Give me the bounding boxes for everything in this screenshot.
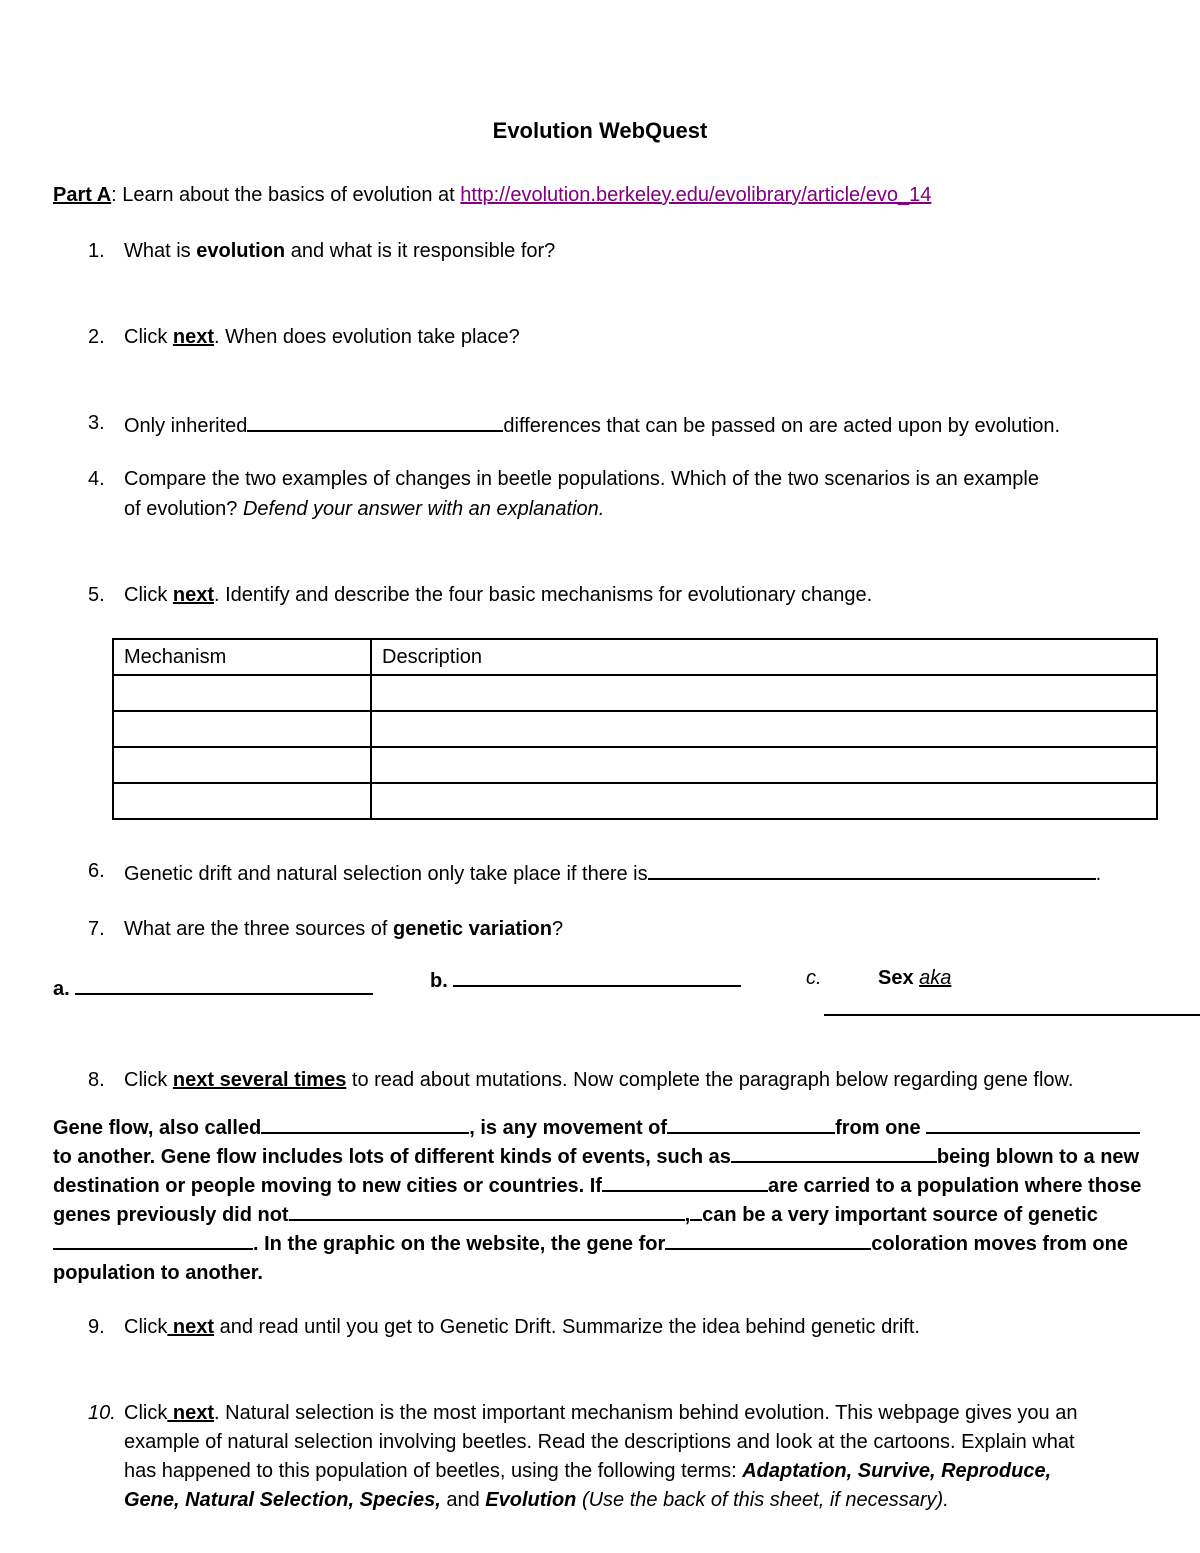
blank[interactable] <box>53 1230 253 1250</box>
page-title: Evolution WebQuest <box>492 118 708 143</box>
blank[interactable] <box>289 1201 685 1221</box>
table-cell[interactable] <box>113 747 371 783</box>
table-row <box>113 711 1157 747</box>
q6-text: Genetic drift and natural selection only take place if there is . <box>124 860 1101 886</box>
blank[interactable] <box>926 1114 1140 1134</box>
table-cell[interactable] <box>371 711 1157 747</box>
blank[interactable] <box>667 1114 835 1134</box>
q6-number: 6. <box>88 860 105 882</box>
q5-text: Click next. Identify and describe the four basic mechanisms for evolutionary change. <box>124 584 873 606</box>
q8-number: 8. <box>88 1069 105 1091</box>
q10-line1: Click next. Natural selection is the most important mechanism behind evolution. This webpage gives you an <box>124 1402 1078 1424</box>
q3-blank[interactable] <box>247 412 503 432</box>
source-c-label: c. <box>806 967 822 989</box>
source-c: Sex aka <box>878 967 952 989</box>
part-a-text: : Learn about the basics of evolution at <box>111 184 461 206</box>
source-c-blank[interactable] <box>824 1014 1200 1016</box>
q9-text: Click next and read until you get to Genetic Drift. Summarize the idea behind genetic drift. <box>124 1316 920 1338</box>
next-link: next several times <box>172 1069 347 1091</box>
q2-text: Click next. When does evolution take place? <box>124 326 520 348</box>
table-cell[interactable] <box>371 783 1157 819</box>
q7-number: 7. <box>88 918 105 940</box>
q3-text: Only inherited differences that can be passed on are acted upon by evolution. <box>124 412 1060 438</box>
table-cell[interactable] <box>113 711 371 747</box>
table-row <box>113 783 1157 819</box>
q4-line1: Compare the two examples of changes in beetle populations. Which of the two scenarios is an example <box>124 468 1039 490</box>
table-row <box>113 675 1157 711</box>
blank[interactable] <box>261 1114 469 1134</box>
source-b-blank[interactable] <box>453 967 741 987</box>
mechanism-table <box>112 638 1158 820</box>
source-b: b. <box>430 967 741 993</box>
q8-text: Click next several times to read about mutations. Now complete the paragraph below regarding gene flow. <box>124 1069 1074 1091</box>
header-description: Description <box>371 639 1157 675</box>
table-cell[interactable] <box>371 747 1157 783</box>
q10-line3: has happened to this population of beetles, using the following terms: Adaptation, Survive, Reproduce, <box>124 1460 1052 1482</box>
table-cell[interactable] <box>113 783 371 819</box>
next-link: next <box>167 1402 215 1424</box>
q7-text: What are the three sources of genetic variation? <box>124 918 564 940</box>
q1-number: 1. <box>88 240 105 262</box>
q9-number: 9. <box>88 1316 105 1338</box>
part-a-label: Part A <box>53 184 112 206</box>
source-a: a. <box>53 975 373 1001</box>
blank[interactable] <box>602 1172 768 1192</box>
q4-number: 4. <box>88 468 105 490</box>
table-row <box>113 747 1157 783</box>
table-cell[interactable] <box>113 675 371 711</box>
q10-line2: example of natural selection involving beetles. Read the descriptions and look at the cartoons. Explain what <box>124 1431 1075 1453</box>
next-link: next <box>167 1316 215 1338</box>
blank[interactable] <box>731 1143 937 1163</box>
table-cell[interactable] <box>371 675 1157 711</box>
q1-text: What is evolution and what is it responsible for? <box>124 240 556 262</box>
header-mechanism: Mechanism <box>113 639 371 675</box>
blank[interactable] <box>690 1201 702 1221</box>
next-link: next <box>172 326 215 348</box>
q4-line2: of evolution? Defend your answer with an explanation. <box>124 498 605 520</box>
q3-number: 3. <box>88 412 105 434</box>
source-a-blank[interactable] <box>75 975 373 995</box>
q2-number: 2. <box>88 326 105 348</box>
gene-flow-paragraph: Gene flow, also called , is any movement of from one to another. Gene flow includes lots of different kinds of events, such as being blown to a new destination or people moving to new cities or countries. If are carried to a population where those genes previously did not , can be a very important source of genetic. In the graphic on the website, the gene for coloration moves from one population to another. <box>53 1114 1163 1288</box>
evolution-link[interactable]: http://evolution.berkeley.edu/evolibrary/article/evo_14 <box>460 184 932 206</box>
table-header-row <box>113 639 1157 675</box>
part-a-heading <box>53 184 931 207</box>
q10-number: 10. <box>88 1402 116 1424</box>
q10-line4: Gene, Natural Selection, Species, and Evolution (Use the back of this sheet, if necessary). <box>124 1489 949 1511</box>
blank[interactable] <box>665 1230 871 1250</box>
q5-number: 5. <box>88 584 105 606</box>
q6-blank[interactable] <box>648 860 1096 880</box>
next-link: next <box>172 584 215 606</box>
